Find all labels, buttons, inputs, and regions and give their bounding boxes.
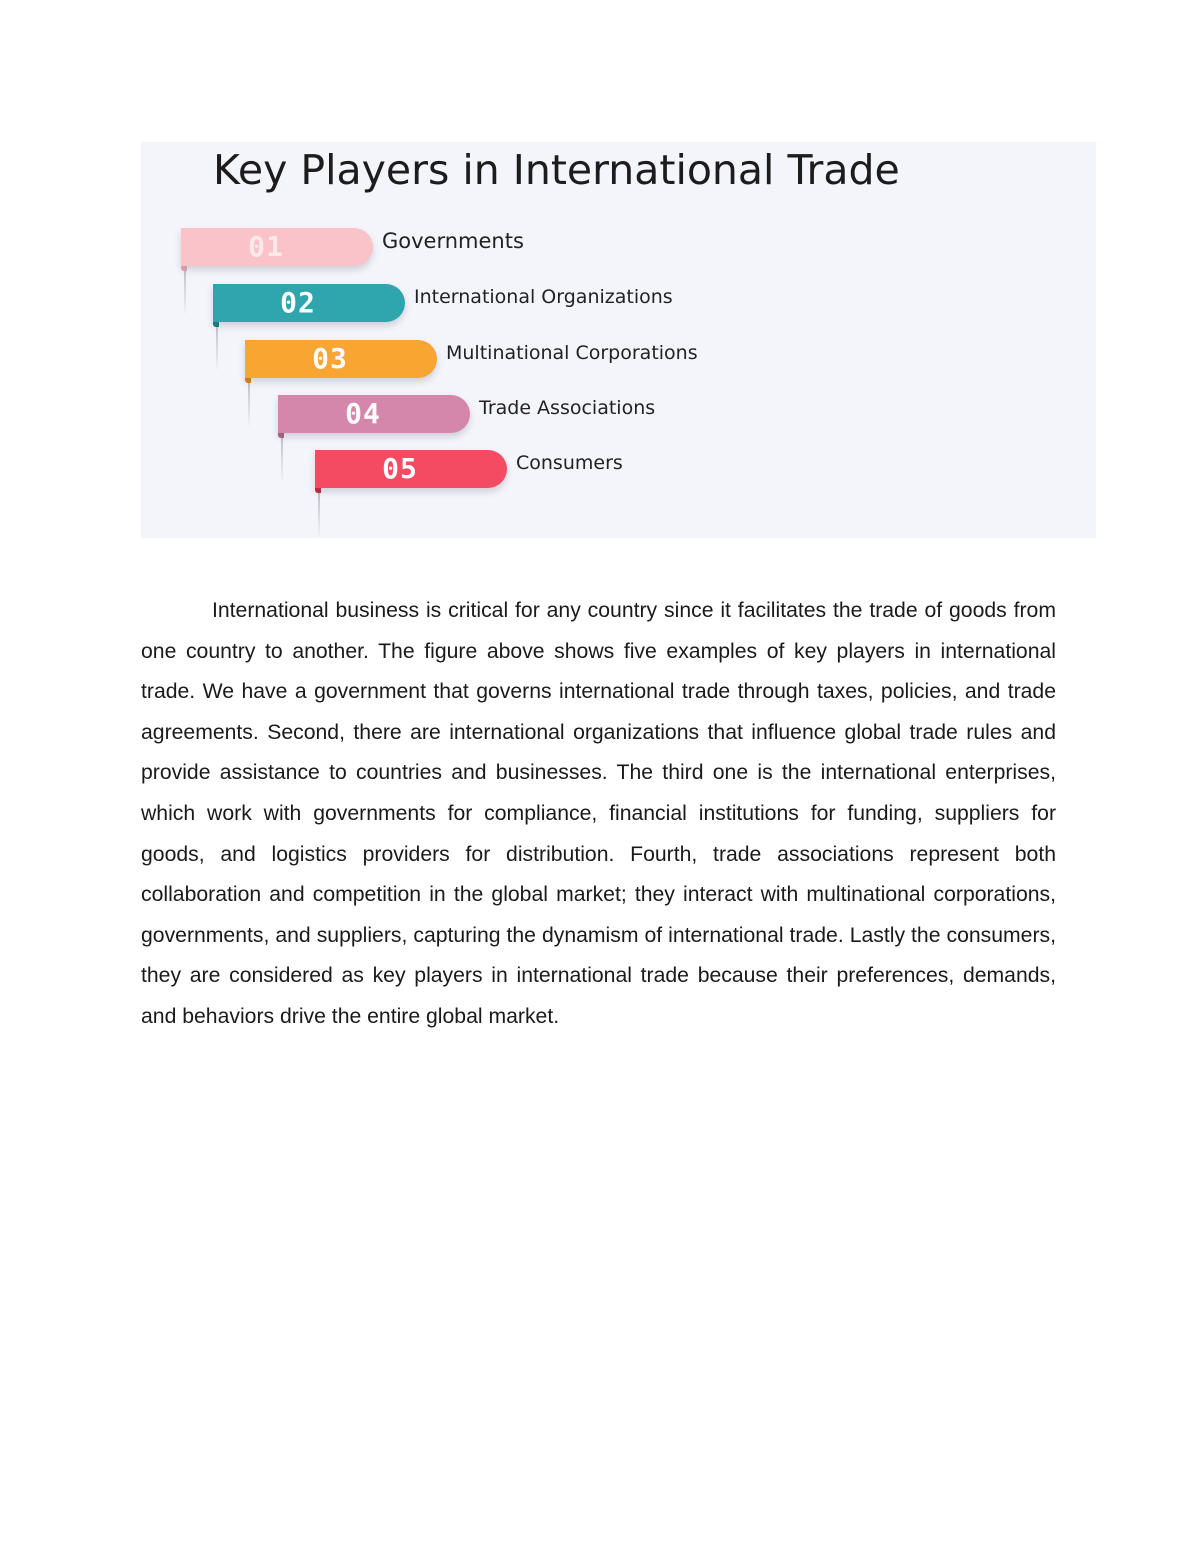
step-stem [318, 486, 320, 538]
step-label: International Organizations [414, 286, 673, 308]
step-number: 04 [345, 397, 381, 430]
step-stem [248, 376, 250, 428]
step-stem [216, 320, 218, 372]
step-number: 01 [248, 230, 284, 263]
step-number: 05 [382, 452, 418, 485]
step-number: 03 [312, 342, 348, 375]
step-label: Trade Associations [479, 397, 656, 419]
step-stem [281, 431, 283, 483]
step-number: 02 [280, 286, 316, 319]
step-label: Consumers [516, 452, 623, 474]
step-label: Governments [382, 229, 524, 253]
step-stem [184, 264, 186, 316]
body-paragraph: International business is critical for any country since it facilitates the trade of goods from one country to another. The figure above shows five examples of key players in international trade. We have a government that governs international trade through taxes, policies, and trade agreements. Second, there are international organizations that influence global trade rules and provide assistance to countries and businesses. The third one is the international enterprises, which work with governments for compliance, financial institutions for funding, suppliers for goods, and logistics providers for distribution. Fourth, trade associations represent both collaboration and competition in the global market; they interact with multinational corporations, governments, and suppliers, capturing the dynamism of international trade. Lastly the consumers, they are considered as key players in international trade because their preferences, demands, and behaviors drive the entire global market. [141, 599, 1056, 1028]
figure-title: Key Players in International Trade [213, 146, 900, 194]
key-players-figure [141, 142, 1096, 538]
step-label: Multinational Corporations [446, 342, 698, 364]
